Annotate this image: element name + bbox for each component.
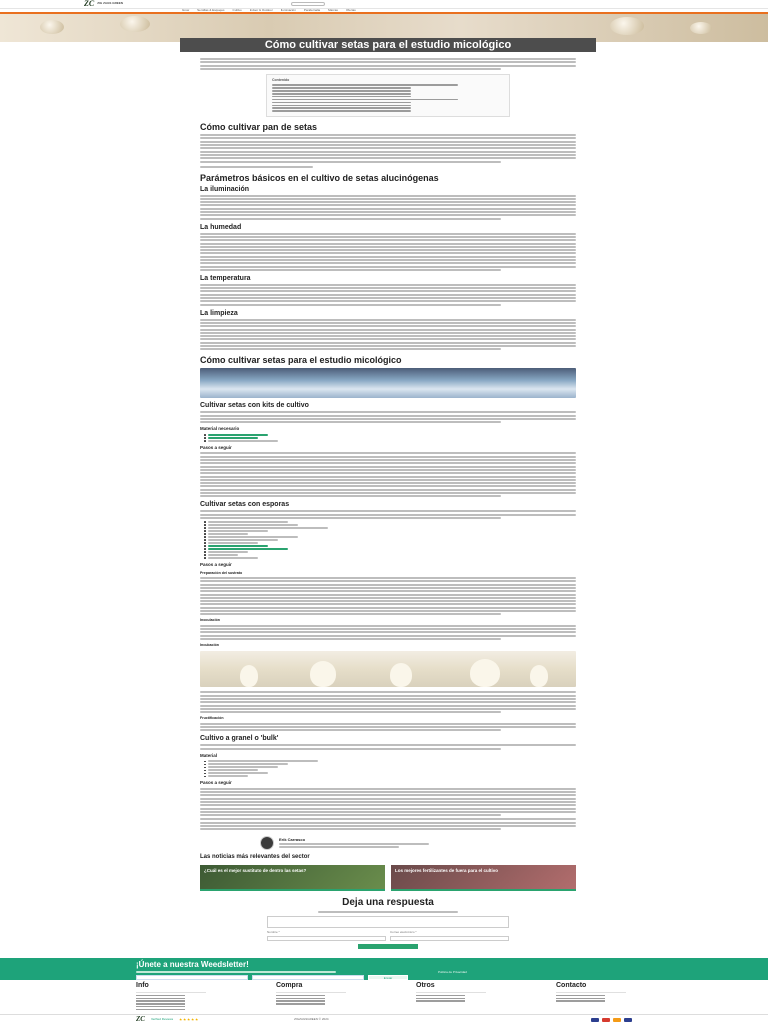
list-item: [204, 772, 576, 774]
newsletter-title: ¡Únete a nuestra Weedsletter!: [136, 960, 249, 969]
fruiting-heading: Fructificación: [200, 716, 224, 721]
material-heading: Material: [200, 752, 218, 758]
name-label: Nombre *: [267, 930, 280, 935]
section-text: [200, 233, 576, 271]
footer-heading: Otros: [416, 982, 486, 993]
reply-title: Deja una respuesta: [342, 896, 434, 908]
related-card[interactable]: ¿Cuál es el mejor sustituto de dentro las setas?: [200, 865, 385, 891]
section-text: [200, 691, 576, 713]
list-item: [204, 533, 576, 535]
list-item: [204, 545, 576, 547]
footer-heading: Contacto: [556, 982, 626, 993]
list-item: [204, 434, 576, 436]
star-icon: [179, 1018, 182, 1021]
materials-list: [204, 521, 576, 559]
nav-item[interactable]: Grow: [182, 7, 190, 12]
list-item: [204, 554, 576, 556]
intro-text: [200, 58, 576, 70]
visa-icon: [591, 1018, 599, 1022]
subsection-heading: Cultivar setas con kits de cultivo: [200, 402, 309, 410]
list-item: [204, 521, 576, 523]
footer: [0, 980, 768, 1014]
section-text: [200, 452, 576, 497]
incubation-heading: Incubación: [200, 642, 219, 647]
star-icon: [191, 1018, 194, 1021]
section-text: [200, 577, 576, 615]
list-item: [204, 766, 576, 768]
nav-item[interactable]: Iluminación: [280, 7, 296, 12]
copyright: ZIGZAGSGREEN © 2024: [294, 1016, 329, 1021]
nav-item[interactable]: Ofertas: [345, 7, 356, 12]
inoculation-heading: Inoculación: [200, 618, 220, 623]
nav-item[interactable]: Semillas & Esquejes: [197, 7, 225, 12]
submit-comment-button[interactable]: [358, 944, 418, 949]
section-text: [200, 818, 576, 830]
list-item: [204, 524, 576, 526]
section-text: [200, 744, 576, 749]
footer-heading: Info: [136, 982, 206, 993]
rating-stars: [179, 1018, 198, 1021]
nav-item[interactable]: Indoor & Outdoor: [249, 7, 273, 12]
list-item: [204, 551, 576, 553]
article-title: Cómo cultivar setas para el estudio micológico: [180, 38, 596, 52]
section-heading: Parámetros básicos en el cultivo de setas alucinógenas: [200, 172, 439, 183]
footer-col-info: [136, 982, 206, 1012]
newsletter-submit-button[interactable]: Enviar: [368, 975, 408, 980]
nav-item[interactable]: Parafernalia: [303, 7, 321, 12]
subsection-heading: Cultivar setas con esporas: [200, 501, 290, 509]
related-news-row: [200, 865, 576, 891]
material-list: [204, 434, 576, 442]
star-icon: [183, 1018, 186, 1021]
material-heading: Material necesario: [200, 426, 240, 432]
footer-col-contacto: [556, 982, 626, 1012]
star-icon: [187, 1018, 190, 1021]
article: [200, 38, 576, 949]
substrate-heading: Preparación del sustrato: [200, 570, 243, 575]
newsletter-email-input[interactable]: [252, 975, 364, 980]
reviews-label: Verified Reviews: [150, 1016, 174, 1021]
related-card[interactable]: Los mejores fertilizantes de fuera para el cultivo: [391, 865, 576, 891]
newsletter-subtitle: [136, 971, 632, 973]
star-icon: [195, 1018, 198, 1021]
section-text: [200, 625, 576, 640]
section-text: [200, 788, 576, 816]
section-text: [200, 319, 576, 351]
section-heading: Cómo cultivar pan de setas: [200, 122, 318, 133]
section-text: [200, 195, 576, 220]
email-label: Correo electrónico *: [390, 930, 417, 935]
mushroom-gills-image: [200, 368, 576, 398]
footer-logo[interactable]: ZC: [136, 1015, 145, 1024]
list-item: [204, 527, 576, 529]
newsletter-section: [0, 958, 768, 980]
privacy-link[interactable]: Política de Privacidad: [438, 970, 467, 974]
related-news-title: Las noticias más relevantes del sector: [200, 854, 310, 861]
list-item: [204, 760, 576, 762]
footer-col-compra: [276, 982, 346, 1012]
section-text: [200, 510, 576, 519]
section-text: [200, 411, 576, 423]
email-field[interactable]: [390, 936, 509, 941]
subsection-heading: La temperatura: [200, 274, 251, 282]
top-bar: [0, 0, 768, 9]
steps-heading: Pasos a seguir: [200, 444, 232, 450]
subsection-heading: La iluminación: [200, 185, 250, 193]
list-item: [204, 440, 576, 442]
site-logo[interactable]: ZC: [84, 0, 95, 8]
nav-item[interactable]: Cultivo: [232, 7, 242, 12]
nav-item[interactable]: Marcas: [328, 7, 338, 12]
newsletter-name-input[interactable]: [136, 975, 248, 980]
list-item: [204, 437, 576, 439]
reply-fields: [267, 931, 509, 941]
list-item: [204, 542, 576, 544]
mastercard-icon: [602, 1018, 610, 1022]
mycelium-jars-image: [200, 651, 576, 687]
list-item: [204, 557, 576, 559]
list-item: [204, 769, 576, 771]
subsection-heading: Cultivo a granel o 'bulk': [200, 735, 279, 743]
bottom-bar: [0, 1014, 768, 1024]
payment-icons: [591, 1018, 632, 1022]
bank-icon: [624, 1018, 632, 1022]
paypal-icon: [613, 1018, 621, 1022]
section-text: [200, 134, 576, 162]
name-field[interactable]: [267, 936, 386, 941]
search-input[interactable]: [291, 2, 325, 6]
list-item: [204, 775, 576, 777]
subsection-heading: La limpieza: [200, 309, 238, 317]
steps-heading: Pasos a seguir: [200, 561, 232, 567]
subsection-heading: La humedad: [200, 223, 242, 231]
list-item: [204, 548, 576, 550]
bulk-material-list: [204, 760, 576, 777]
site-logo-text: ZIG ZAGS GREEN: [97, 1, 123, 6]
list-item: [204, 536, 576, 538]
comment-textarea[interactable]: [267, 916, 509, 928]
list-item: [204, 763, 576, 765]
reply-note: [200, 911, 576, 913]
footer-col-otros: [416, 982, 486, 1012]
section-heading: Cómo cultivar setas para el estudio micológico: [200, 355, 402, 366]
table-of-contents: [266, 74, 510, 117]
footer-heading: Compra: [276, 982, 346, 993]
avatar: [260, 836, 274, 850]
author-box: [260, 836, 576, 850]
list-item: [204, 530, 576, 532]
steps-heading: Pasos a seguir: [200, 780, 232, 786]
toc-title: Contenido: [272, 77, 290, 82]
author-name[interactable]: Erik Carrasco: [279, 836, 306, 842]
list-item: [204, 539, 576, 541]
section-text: [200, 284, 576, 306]
section-text: [200, 723, 576, 732]
